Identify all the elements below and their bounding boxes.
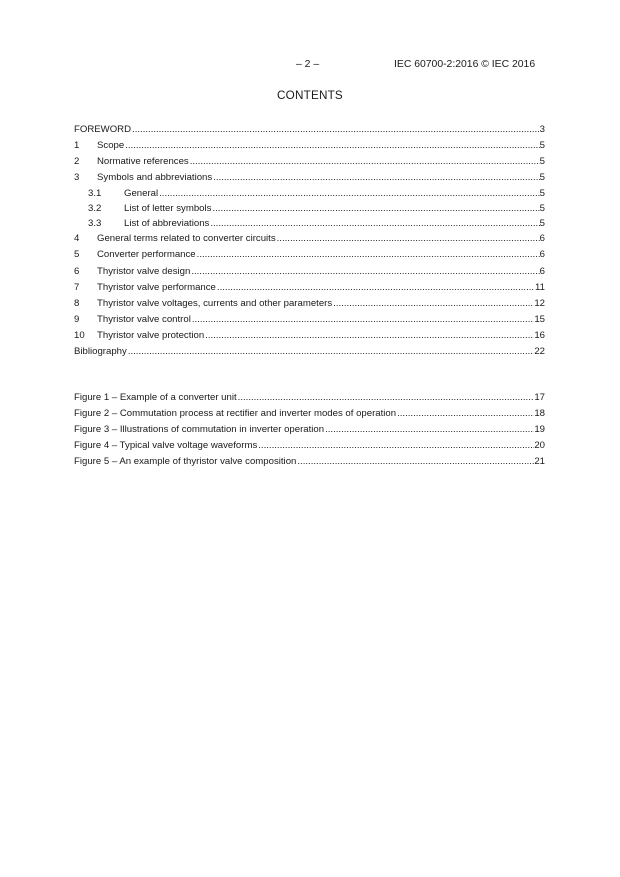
toc-entry-page: 15: [534, 313, 545, 325]
toc-entry-bibliography[interactable]: [74, 346, 545, 362]
toc-entry-label: General terms related to converter circuits: [97, 233, 276, 245]
figure-entry-page: 17: [534, 392, 545, 403]
figure-entry-page: 21: [534, 456, 545, 468]
figure-entry-1[interactable]: [74, 392, 545, 408]
dot-leader: [159, 188, 540, 199]
dot-leader: [297, 456, 534, 467]
toc-entry-valve-design[interactable]: [74, 266, 545, 282]
toc-entry-label: Scope: [97, 140, 125, 152]
figure-entry-3[interactable]: [74, 424, 545, 440]
list-of-figures: [74, 392, 545, 472]
toc-entry-page: 5: [539, 172, 545, 184]
dot-leader: [125, 140, 539, 151]
figure-entry-page: 18: [534, 408, 545, 420]
toc-entry-page: 6: [539, 249, 545, 261]
figure-entry-label: Figure 1 – Example of a converter unit: [74, 392, 237, 403]
toc-entry-page: 16: [534, 329, 545, 341]
document-reference: IEC 60700-2:2016 © IEC 2016: [394, 59, 536, 70]
toc-entry-number: 9: [74, 313, 80, 325]
toc-entry-valve-control[interactable]: [74, 314, 545, 330]
figure-entry-label: Figure 3 – Illustrations of commutation in inverter operation: [74, 424, 325, 436]
toc-entry-page: 22: [534, 346, 545, 358]
toc-entry-abbreviations[interactable]: [74, 218, 545, 233]
toc-entry-page: 6: [539, 233, 545, 245]
toc-entry-label: Bibliography: [74, 346, 127, 358]
toc-entry-label: List of letter symbols: [124, 203, 212, 215]
table-of-contents: [74, 124, 545, 362]
dot-leader: [192, 314, 534, 325]
dot-leader: [238, 392, 535, 403]
dot-leader: [128, 346, 535, 357]
toc-entry-general[interactable]: [74, 188, 545, 203]
toc-entry-number: 4: [74, 233, 80, 245]
toc-entry-valve-performance[interactable]: [74, 282, 545, 298]
toc-entry-number: 3.1: [88, 188, 102, 200]
toc-entry-symbols-and-abbreviations[interactable]: [74, 172, 545, 188]
dot-leader: [213, 172, 539, 183]
figure-entry-label: Figure 2 – Commutation process at rectifier and inverter modes of operation: [74, 408, 397, 420]
toc-entry-number: 3: [74, 172, 80, 184]
dot-leader: [191, 266, 539, 277]
figure-entry-page: 19: [534, 424, 545, 436]
toc-entry-number: 3.3: [88, 218, 102, 230]
toc-entry-label: Converter performance: [97, 249, 196, 261]
toc-entry-label: Symbols and abbreviations: [97, 172, 213, 184]
dot-leader: [217, 282, 535, 293]
toc-entry-number: 7: [74, 281, 80, 293]
toc-entry-label: Thyristor valve design: [97, 265, 191, 277]
toc-entry-valve-voltages[interactable]: [74, 298, 545, 314]
page-header: [0, 59, 620, 73]
toc-entry-label: Thyristor valve voltages, currents and other parameters: [97, 297, 333, 309]
toc-entry-page: 3: [539, 124, 545, 135]
toc-entry-page: 5: [539, 188, 545, 200]
toc-entry-label: Thyristor valve control: [97, 313, 191, 325]
page-number: – 2 –: [296, 59, 320, 70]
dot-leader: [132, 124, 540, 135]
toc-entry-foreword[interactable]: [74, 124, 545, 140]
toc-entry-page: 11: [535, 281, 545, 293]
toc-entry-page: 5: [539, 156, 545, 168]
toc-entry-label: General: [124, 188, 159, 200]
figure-entry-2[interactable]: [74, 408, 545, 424]
toc-entry-label: Thyristor valve performance: [97, 281, 216, 293]
dot-leader: [190, 156, 540, 167]
toc-entry-page: 5: [539, 203, 545, 215]
toc-entry-valve-protection[interactable]: [74, 330, 545, 346]
toc-entry-number: 1: [74, 140, 80, 152]
dot-leader: [258, 440, 534, 451]
toc-entry-label: FOREWORD: [74, 124, 132, 135]
toc-entry-number: 5: [74, 249, 80, 261]
figure-entry-4[interactable]: [74, 440, 545, 456]
toc-entry-page: 5: [539, 218, 545, 230]
figure-entry-label: Figure 4 – Typical valve voltage waveforms: [74, 440, 258, 452]
dot-leader: [397, 408, 534, 419]
toc-entry-number: 10: [74, 329, 85, 341]
page-title: CONTENTS: [277, 89, 343, 102]
dot-leader: [205, 330, 534, 341]
toc-entry-number: 6: [74, 265, 80, 277]
figure-entry-label: Figure 5 – An example of thyristor valve composition: [74, 456, 297, 468]
toc-entry-converter-performance[interactable]: [74, 249, 545, 265]
toc-entry-label: Normative references: [97, 156, 189, 168]
dot-leader: [210, 218, 539, 229]
toc-entry-letter-symbols[interactable]: [74, 203, 545, 218]
toc-entry-number: 3.2: [88, 203, 102, 215]
dot-leader: [212, 203, 539, 214]
dot-leader: [277, 233, 540, 244]
toc-entry-label: Thyristor valve protection: [97, 329, 205, 341]
toc-entry-page: 6: [539, 265, 545, 277]
toc-entry-scope[interactable]: [74, 140, 545, 156]
dot-leader: [333, 298, 534, 309]
dot-leader: [325, 424, 534, 435]
figure-entry-5[interactable]: [74, 456, 545, 472]
figure-entry-page: 20: [534, 440, 545, 452]
toc-entry-number: 8: [74, 297, 80, 309]
toc-entry-page: 12: [534, 297, 545, 309]
toc-entry-page: 5: [539, 140, 545, 152]
toc-entry-normative-references[interactable]: [74, 156, 545, 172]
toc-entry-number: 2: [74, 156, 80, 168]
dot-leader: [197, 249, 540, 260]
toc-entry-label: List of abbreviations: [124, 218, 210, 230]
toc-entry-converter-circuits[interactable]: [74, 233, 545, 249]
